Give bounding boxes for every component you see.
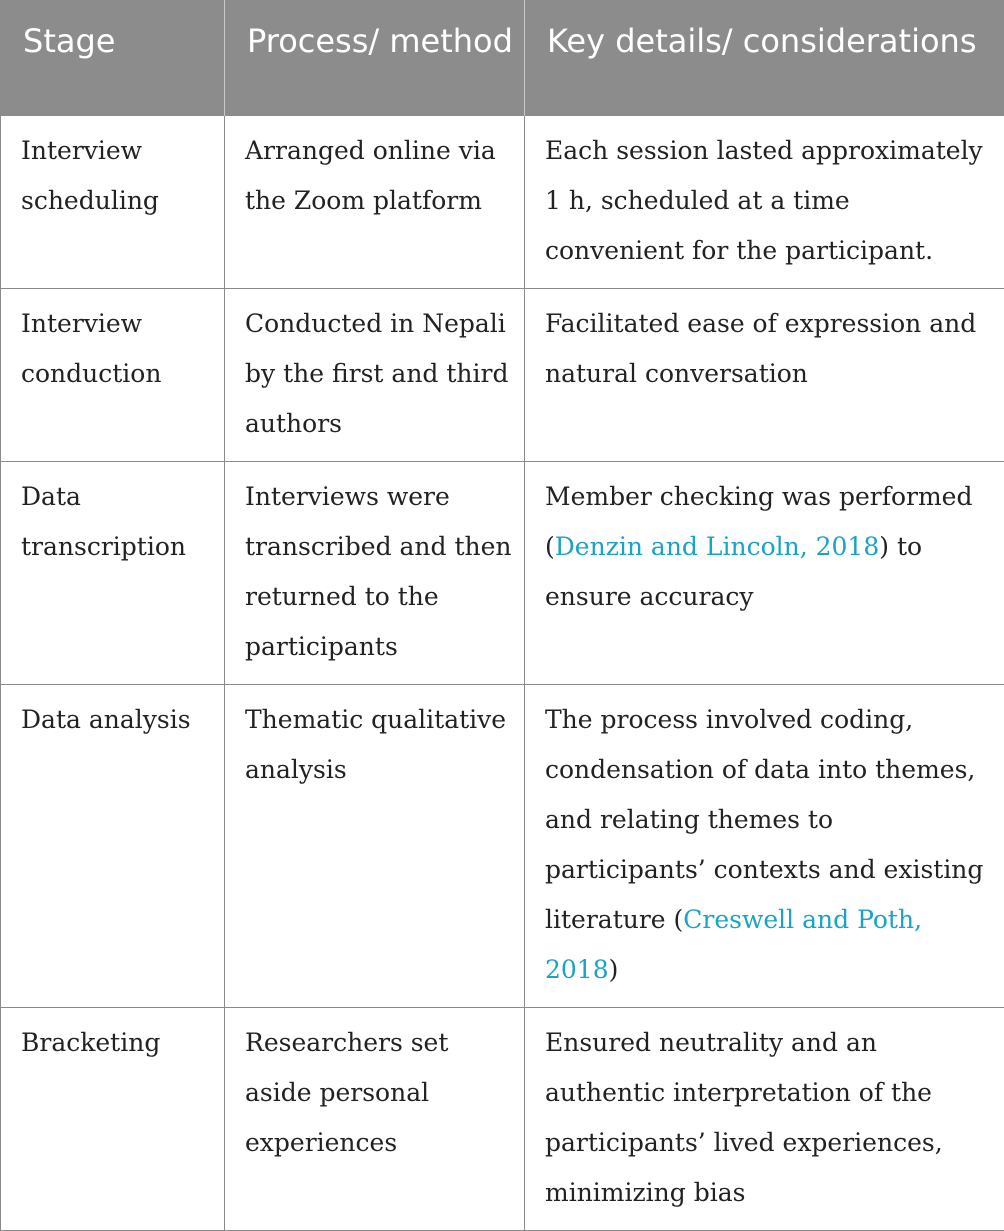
process-cell: Researchers set aside personal experiences (225, 1008, 525, 1231)
stage-cell: Interview scheduling (1, 116, 225, 289)
details-text: Each session lasted approximately 1 h, scheduled at a time convenient for the participant. (545, 136, 983, 265)
table-body (1, 116, 1004, 1231)
details-text: The process involved coding, condensation of data into themes, and relating themes to participants’ contexts and existing literature ( (545, 705, 983, 934)
details-cell (525, 462, 1004, 685)
citation-link[interactable]: Denzin and Lincoln, 2018 (555, 532, 879, 561)
details-cell (525, 685, 1004, 1008)
details-text: Ensured neutrality and an authentic interpretation of the participants’ lived experiences, minimizing bias (545, 1028, 943, 1207)
table-header (1, 0, 1004, 116)
details-text: Facilitated ease of expression and natural conversation (545, 309, 976, 388)
table-row (1, 1008, 1004, 1231)
stage-cell: Bracketing (1, 1008, 225, 1231)
header-stage: Stage (1, 0, 225, 116)
stage-cell: Data transcription (1, 462, 225, 685)
details-cell (525, 289, 1004, 462)
details-cell (525, 1008, 1004, 1231)
header-row (1, 0, 1004, 116)
table-row (1, 116, 1004, 289)
table-row (1, 462, 1004, 685)
stage-cell: Data analysis (1, 685, 225, 1008)
process-cell: Thematic qualitative analysis (225, 685, 525, 1008)
header-key-details: Key details/ considerations (525, 0, 1004, 116)
header-process-method: Process/ method (225, 0, 525, 116)
details-text-end: ) to ensure accuracy (545, 532, 922, 611)
process-cell: Conducted in Nepali by the first and third authors (225, 289, 525, 462)
stage-cell: Interview conduction (1, 289, 225, 462)
process-cell: Interviews were transcribed and then returned to the participants (225, 462, 525, 685)
table-row (1, 289, 1004, 462)
details-text: Member checking was performed ( (545, 482, 972, 561)
citation-link[interactable]: Creswell and Poth, 2018 (545, 905, 922, 984)
process-cell: Arranged online via the Zoom platform (225, 116, 525, 289)
details-cell (525, 116, 1004, 289)
details-text-end: ) (609, 955, 619, 984)
table-row (1, 685, 1004, 1008)
